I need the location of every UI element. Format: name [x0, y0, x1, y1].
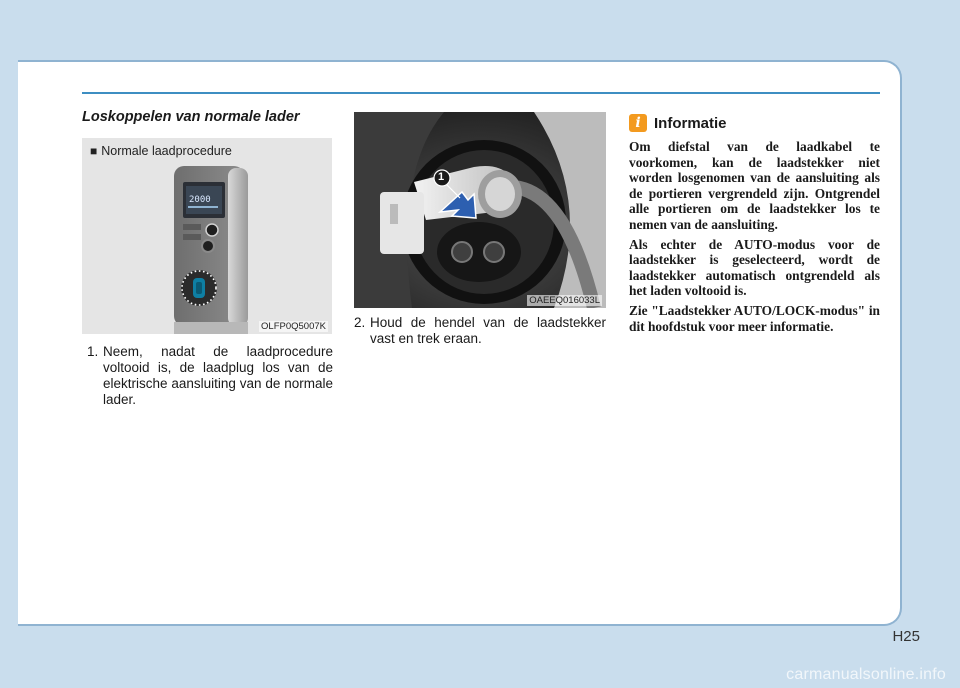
svg-text:2000: 2000: [189, 195, 211, 205]
step-2: [354, 315, 606, 347]
callout-number: 1: [438, 171, 445, 183]
step-text: Houd de hendel van de laadstekker vast en trek eraan.: [370, 315, 606, 346]
page-number: H25: [892, 628, 920, 645]
step-number: 1.: [87, 344, 99, 359]
section-title: Loskoppelen van normale lader: [82, 109, 300, 125]
info-header: [629, 114, 727, 132]
caption-text: Normale laadprocedure: [101, 144, 232, 158]
info-paragraph: Als echter de AUTO-modus voor de laadstekker is geselecteerd, wordt de laadstekker automatisch ontgrendeld als het laden voltooid is.: [629, 236, 880, 299]
watermark: carmanualsonline.info: [786, 666, 946, 683]
charging-port-illustration: [354, 112, 606, 308]
charger-illustration: [82, 138, 332, 334]
header-rule: [82, 92, 880, 94]
caption-marker: ■: [90, 144, 98, 158]
info-body: [629, 139, 880, 338]
info-title: Informatie: [654, 114, 727, 132]
info-paragraph: Zie "Laadstekker AUTO/LOCK-modus" in dit hoofdstuk voor meer informatie.: [629, 302, 880, 334]
step-1: [87, 344, 333, 408]
charging-port-figure: [354, 112, 606, 308]
info-paragraph: Om diefstal van de laadkabel te voorkomen, kan de laadstekker niet worden losgenomen van de aansluiting als de portieren vergrendeld zijn. Ontgrendel alle portieren om de laadstekker los te nemen van de aansluiting.: [629, 139, 880, 232]
info-icon: i: [629, 114, 647, 132]
figure-code: OLFP0Q5007K: [261, 321, 326, 332]
step-number: 2.: [354, 315, 366, 330]
figure-code: OAEEQ016033L: [529, 295, 600, 306]
charger-figure: [82, 138, 332, 334]
step-text: Neem, nadat de laadprocedure voltooid is, de laadplug los van de elektrische aansluiting van de normale lader.: [103, 344, 333, 407]
